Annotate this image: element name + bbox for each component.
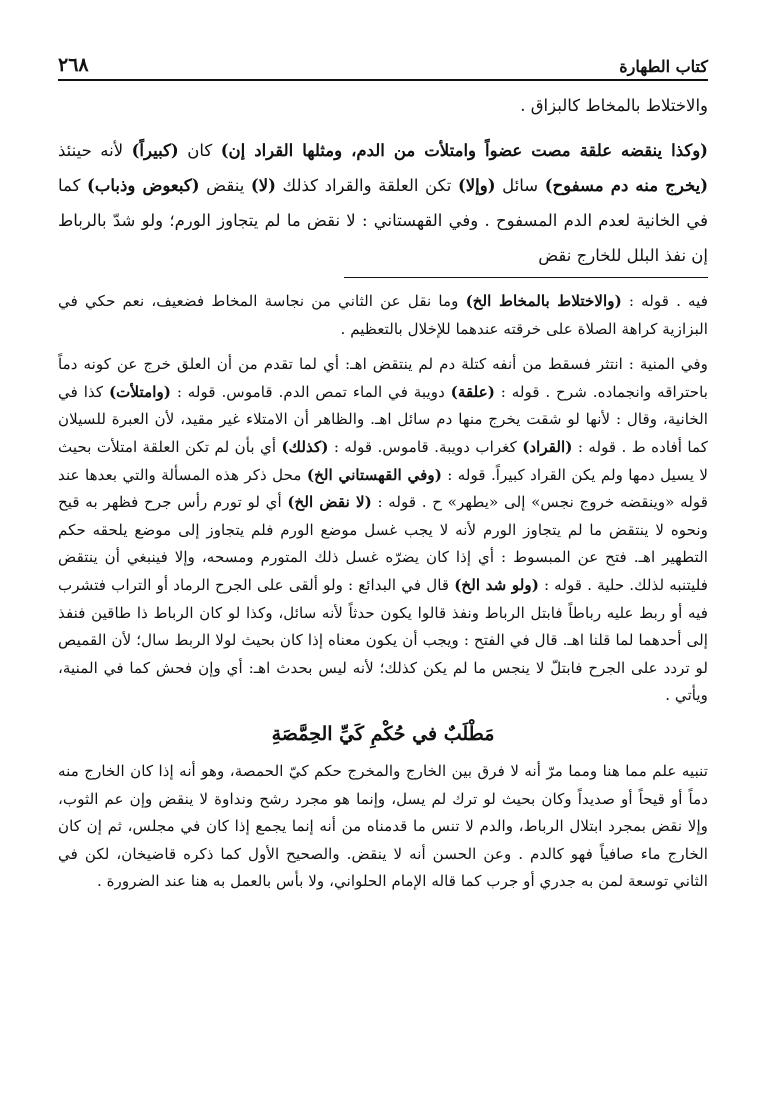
main-text-lead: والاختلاط بالمخاط كالبزاق . xyxy=(520,96,708,115)
commentary-span: كذا في الخانية، وقال : لأنها لو شقت يخرج منها دم سائل اهـ. والظاهر أن الامتلاء غير مقيد، لأن العبرة للسيلان كما أفاده ط . قوله : xyxy=(58,382,708,456)
commentary-quote: (علقة) xyxy=(450,382,495,401)
commentary-span: دويبة في الماء تمص الدم. قاموس. قوله : xyxy=(171,382,451,401)
commentary-span: كغراب دويبة. قاموس. قوله : xyxy=(328,437,523,456)
commentary-span: وما نقل عن الثاني من نجاسة المخاط فضعيف، نعم حكي في البزازية كراهة الصلاة على خرقته عندهما للإخلال بالتعظيم . xyxy=(58,292,708,338)
main-text-span: ينقض xyxy=(199,176,251,195)
notice-paragraph: تنبيه علم مما هنا ومما مرّ أنه لا فرق بين الخارج والمخرج حكم كيّ الحمصة، وهو أنه إذا كان الخارج منه دماً أو قيحاً أو صديداً وكان بحيث لو ترك لم يسل، وإنما هو مجرد رشح ونداوة لا ينقض وإن عم الثوب، وإلا نقض بمجرد ابتلال الرباط، والدم لا تنس ما قدمناه من أنه إنما يجمع إذا كان في مجلس، ثم إن كان الخارج ماء صافياً فهو كالدم . وعن الحسن أنه لا ينقض. والصحيح الأول كما ذكره قاضيخان، لكن في الثاني توسعة لمن به جدري أو جرب كما قاله الإمام الحلواني، ولا بأس بالعمل به هنا عند الضرورة . xyxy=(58,761,708,891)
footnote-divider xyxy=(344,277,708,278)
commentary-quote: (ولو شد الخ) xyxy=(454,575,539,594)
main-text-paragraph xyxy=(58,133,708,273)
commentary-paragraph xyxy=(58,288,708,343)
main-text-span: تكن العلقة والقراد كذلك xyxy=(275,176,458,195)
matn-quote: (لا) xyxy=(250,176,276,195)
commentary-span: قال في البدائع : ولو ألقى على الجرح الرماد أو التراب فتشرب فيه أو ربط عليه رباطاً فابتل الرباط ونفذ قالوا يكون حدثاً لأنه سائل، وكذا لو كان الرباط ذا طاقين فنفذ إلى أحدهما لما قلنا اهـ. قال في الفتح : ويجب أن يكون معناه إذا كان بحيث لولا الربط سال؛ لأن القميص لو تردد على الجرح فابتلّ لا ينجس ما لم يكن كذلك؛ لأنه ليس بحدث اهـ: أي وإن فحش كما في المنية، ويأتي . xyxy=(58,575,708,705)
commentary-quote: (والاختلاط بالمخاط الخ) xyxy=(465,292,622,310)
matn-quote: (وكذا ينقضه علقة مصت عضواً وامتلأت من الدم، ومثلها القراد إن) xyxy=(220,141,708,160)
commentary-span: فيه . قوله : xyxy=(621,292,708,310)
commentary-quote: (لا نقض الخ) xyxy=(287,493,372,512)
matn-quote: (يخرج منه دم مسفوح) xyxy=(544,176,708,195)
commentary-quote: (وامتلأت) xyxy=(108,382,171,401)
main-text xyxy=(58,88,708,273)
commentary-span: أي بأن لم تكن العلقة امتلأت بحيث لا يسيل دمها ولم يكن القراد كبيراً. قوله : xyxy=(58,437,708,484)
book-title: كتاب الطهارة xyxy=(619,57,708,76)
commentary-span: أي لو تورم رأس جرح فظهر به قيح ونحوه لا ينتقض ما لم يتجاوز الورم لأنه لا يجب غسل موضع الورم فلم يتجاوز إلى موضع يلحقه حكم التطهير اهـ. فتح عن المبسوط : أي إذا كان يضرّه غسل ذلك المتورم ومسحه، وإلا فينبغي أن ينتقض فليتنبه لذلك. حلية . قوله : xyxy=(58,493,709,594)
commentary-span: وفي المنية : انتثر فسقط من أنفه كتلة دم لم ينتقض اهـ: أي لما تقدم من أن العلق خرج عن كونه دماً باحتراقه وانجماده. شرح . قوله : xyxy=(58,355,708,401)
matn-quote: (وإلا) xyxy=(457,176,496,195)
commentary-quote: (كذلك) xyxy=(281,437,329,456)
book-page xyxy=(58,48,708,896)
main-text-span: كما في الخانية لعدم الدم المسفوح . وفي القهستاني : لا نقض ما لم يتجاوز الورم؛ ولو شدّ بالرباط إن نفذ البلل للخارج نقض xyxy=(58,176,708,265)
main-text-span: كان xyxy=(178,141,221,160)
matn-quote: (كبعوض وذباب) xyxy=(87,176,200,195)
notice xyxy=(58,758,708,896)
commentary-quote: (القراد) xyxy=(522,437,573,456)
main-text-span: سائل xyxy=(495,176,545,195)
commentary-paragraph xyxy=(58,351,708,710)
page-number: ٢٦٨ xyxy=(58,54,89,76)
page-header xyxy=(58,48,708,81)
section-heading: مَطْلَبٌ في حُكْمِ كَيِّ الحِمَّصَةِ xyxy=(271,722,495,745)
commentary-quote: (وفي القهستاني الخ) xyxy=(306,465,442,484)
commentary xyxy=(58,288,708,710)
commentary-span: محل ذكر هذه المسألة والتي بعدها عند قوله «وينقضه خروج نجس» إلى «يطهر» ح . قوله : xyxy=(58,465,708,512)
main-text-span: لأنه حينئذ xyxy=(58,141,132,160)
matn-quote: (كبيراً) xyxy=(131,141,179,160)
